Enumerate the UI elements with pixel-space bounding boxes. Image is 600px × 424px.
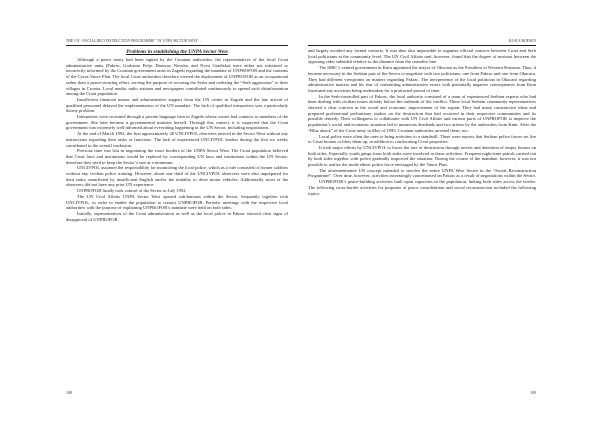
paragraph: It took major efforts by UNCIVPOL to lower the rate of destruction through arrests and detention of empty houses on both sides. Especially youth gangs from both sides were involved in these activities. Frequent night-time patrols carried out by both sides together with police gradually improved the situation. During the course of the mandate, however, it was not possible to realize the multi-ethnic police force envisaged by the Vance Plan. bbox=[308, 144, 536, 168]
paragraph: UNCIVPOL assumed the responsibility for monitoring the local police, which as a rule consisted of former soldiers without any civilian police training. However, about one third of the UNCIVPOL observers were also unprepared for their tasks, manifested by insufficient English and/or the inability to drive motor vehicles. Additionally, most of the observers did not have any prior UN experience. bbox=[66, 165, 288, 188]
paragraph: Although a peace treaty had been signed by the Croatian authorities, the representatives of the local Croat administrative units (Pakrac, Grubisno Polje, Daruvar, Novska, and Nova Gradiska) were either not informed or incorrectly informed by the Croatian government units in Zagreb regarding the mandate of UNPROFOR and the contents of the Cyrus Vance Plan. The local Croat authorities therefore viewed the deployment of UNPROFOR as an occupational rather than a peace-securing effort, serving the purpose of securing the Serbs and realizing the “Serb aggression” to their villages in Croatia. Local media, radio stations and newspapers contributed continuously to spread such disinformation among the Croat population. bbox=[66, 57, 288, 97]
section-title: Problems in establishing the UNPA Sector West bbox=[126, 49, 228, 55]
right-page bbox=[300, 0, 600, 424]
page-number-left: 108 bbox=[66, 390, 72, 395]
paragraph: The UN Civil Affairs UNPA Sector West opened sub-bureaus within the Sector, frequently together with UNCIVPOL, in order to enable the population to contact UNPROFOR. Periodic meetings with the respective local authorities with the purpose of explaining UNPROFOR’s mandate were held on both sides. bbox=[66, 193, 288, 211]
header-rule-left bbox=[66, 45, 288, 46]
paragraph: UNPROFOR’s peace-building activities built upon capacities in the population, linking both sides across the border. The following cross-border activities for purposes of peace consolidation and social reconstruction included the following topics: bbox=[308, 179, 536, 196]
running-header-right: KLAUS BOESEN bbox=[508, 39, 536, 43]
paragraph: and largely avoided any formal contacts. It was thus also impossible to organize official contacts between Croat and Serb local politicians at the community level. The UN Civil Affairs unit, however, found that the degree of mistrust between the opposing sides subsided relative to the distance from the ceasefire line. bbox=[308, 48, 536, 65]
paragraph: Precious time was lost in negotiating the exact borders of the UNPA Sector West. The Croat population believed that Croat laws and institutions would be replaced by corresponding UN laws and institutions within the UN Sector; therefore they tried to keep the Sector’s size at a minimum. bbox=[66, 148, 288, 165]
paragraph: At the end of March 1992, the first approximately 40 UNCIVPOL observers arrived in the Sector West without any instructions regarding their tasks or functions. The lack of experienced UNCIVPOL leaders during the first six weeks contributed to the overall confusion. bbox=[66, 131, 288, 148]
paragraph: Initially, representatives of the Croat administration as well as the local police in Pakrac showed clear signs of disapproval of UNPROFOR bbox=[66, 210, 288, 222]
right-body-text bbox=[308, 48, 536, 196]
paragraph: Local police were often the ones to bring activities to a standstill. There were reports that Serbian police forces set fire to Croat houses or blew them up, in addition to confiscating Croat properties. bbox=[308, 133, 536, 145]
paragraph: The ISBC’s central government in Knin appointed the mayor of Okucani as the President of Western Slavonia. Thus, it became necessary in the Serbian part of the Sector to negotiate with two politicians, one from Pakrac and one from Okucani. They had different viewpoints on matters regarding Pakrac. The inexperience of the local politician in Okucani regarding administrative matters and his fear of committing administrative errors with potentially negative consequences from Knin frustrated any activities being undertaken for a protracted period of time. bbox=[308, 65, 536, 93]
paragraph: The aforementioned UN concept intended to involve the entire UNPA West Sector in the “Social Reconstruction Programme”. Over time, however, activities increasingly concentrated on Pakrac as a result of negotiations within the Sector. bbox=[308, 167, 536, 179]
paragraph: In the Serb-controlled part of Pakrac, the local authority consisted of a team of experienced Serbian experts who had been dealing with civilian issues already before the outbreak of the conflict. These local Serbian community representatives showed a clear concern in the social and economic improvement of the region. They had many constructive ideas and prepared professional preliminary studies on the destruction that had occurred in their respective communities and its possible remedy. Their willingness to collaborate with UN Civil Affairs and various parts of UNPROFOR to improve the population’s social and economic situation led to numerous deadends and two arrests by the authorities from Knin. After the “Blitz attack” of the Croat army in May of 1995, Croatian authorities arrested them, too. bbox=[308, 93, 536, 133]
left-body-text bbox=[66, 57, 288, 222]
header-rule-right bbox=[308, 45, 536, 46]
running-header-left: THE UN “SOCIAL RECONSTRUCTION PROGRAMME” IN UNPA SECTOR WEST … bbox=[66, 39, 203, 43]
page-number-right: 109 bbox=[530, 390, 536, 395]
paragraph: UNPROFOR finally took control of the Sector in July 1992. bbox=[77, 188, 187, 194]
paragraph: Insufficient financial means and administrative support from the UN centre in Zagreb and the late arrival of qualified personnel delayed the implementation of the UN mandate. The lack of qualified interpreters was a particularly thorny problem. bbox=[66, 96, 288, 114]
paragraph: Interpreters were recruited through a private language firm in Zagreb whose owner had contacts to members of the government. She later became a governmental minister herself. Through this contact, it is suspected that the Croat government was extremely well informed about everything happening in the UN Sector, including negotiations. bbox=[66, 114, 288, 131]
